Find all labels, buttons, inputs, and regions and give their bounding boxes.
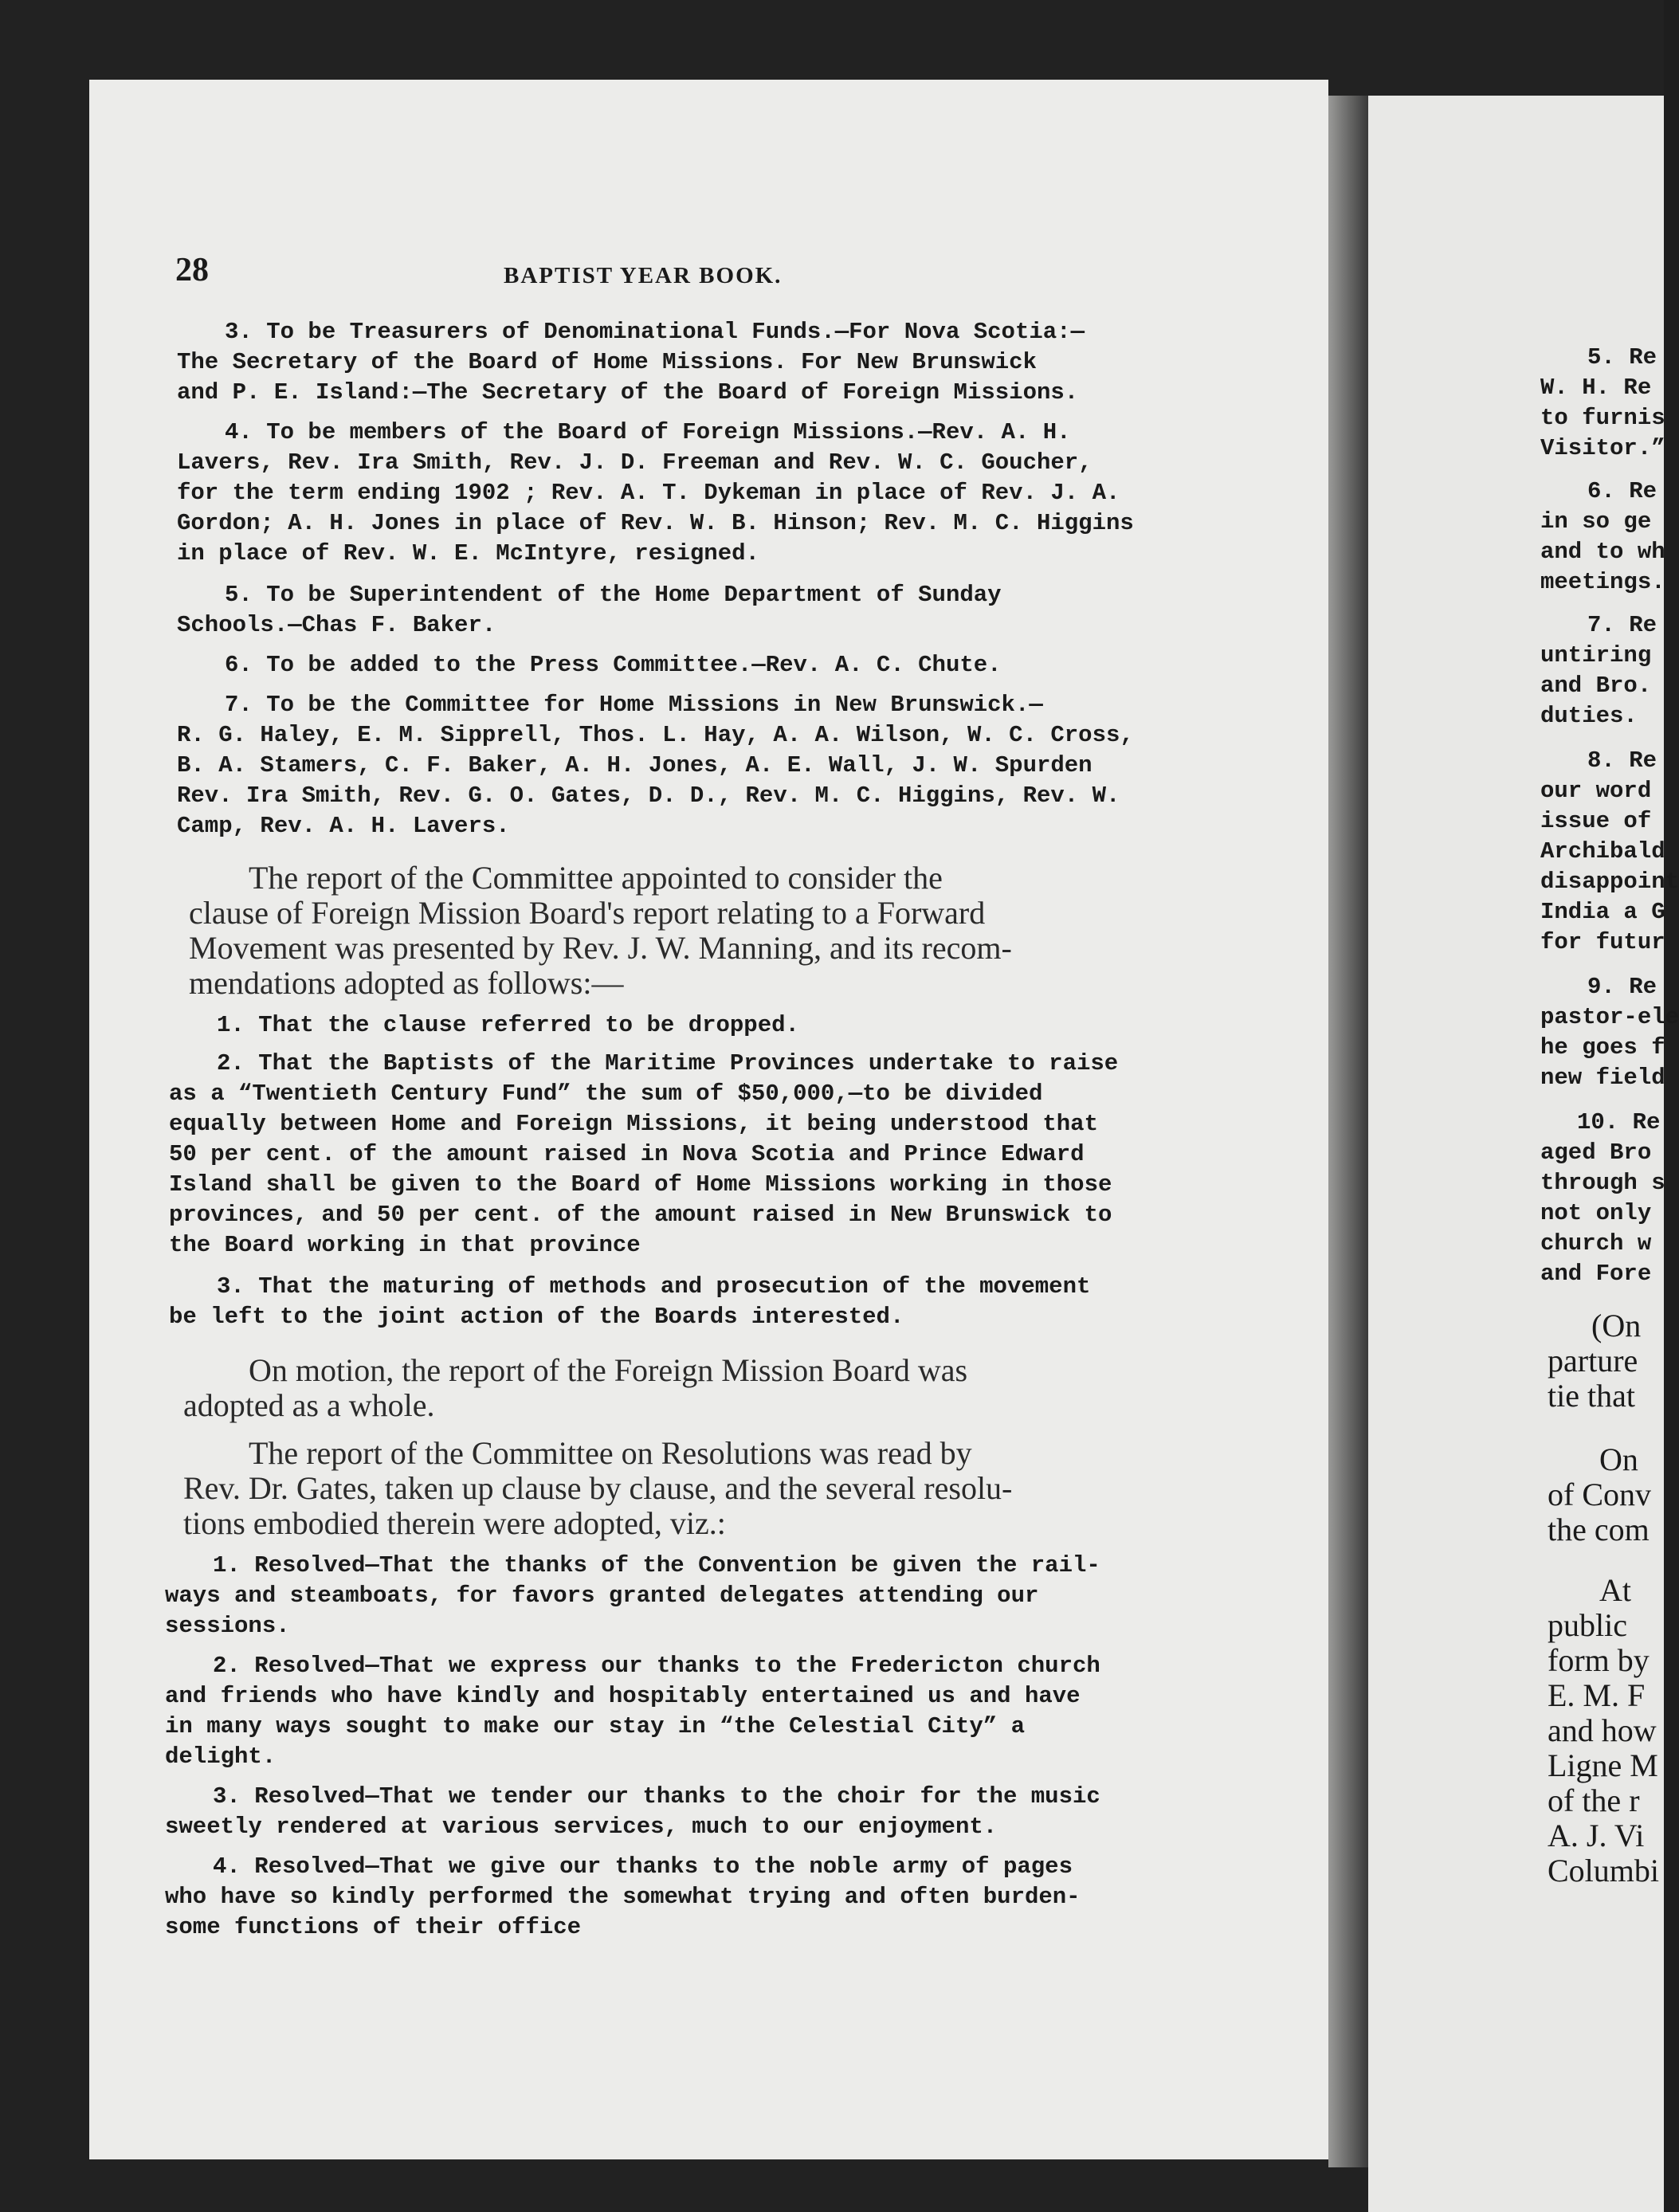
text-line: 2. Resolved—That we express our thanks to the Fredericton church <box>213 1653 1100 1679</box>
text-line: On motion, the report of the Foreign Mission Board was <box>249 1352 968 1388</box>
text-line: through s <box>1540 1170 1665 1196</box>
text-line: untiring <box>1540 642 1652 669</box>
text-line: new field <box>1540 1065 1665 1091</box>
text-line: he goes f <box>1540 1034 1665 1061</box>
text-line: Island shall be given to the Board of Home Missions working in those <box>169 1171 1112 1198</box>
text-line: 5. Re <box>1587 344 1657 371</box>
text-line: and P. E. Island:—The Secretary of the Board of Foreign Missions. <box>177 379 1079 406</box>
text-line: 1. That the clause referred to be dropped. <box>217 1012 799 1038</box>
text-line: form by <box>1548 1642 1650 1678</box>
text-line: The report of the Committee on Resolutions was read by <box>249 1435 972 1471</box>
text-line: ways and steamboats, for favors granted delegates attending our <box>165 1583 1039 1609</box>
text-line: 3. To be Treasurers of Denominational Funds.—For Nova Scotia:— <box>225 319 1085 345</box>
text-line: Rev. Ira Smith, Rev. G. O. Gates, D. D., Rev. M. C. Higgins, Rev. W. <box>177 782 1120 809</box>
text-line: delight. <box>165 1743 277 1770</box>
text-line: be left to the joint action of the Boards interested. <box>169 1304 904 1330</box>
text-line: The report of the Committee appointed to consider the <box>249 860 943 896</box>
text-line: meetings. <box>1540 569 1665 595</box>
text-line: and to wh <box>1540 539 1665 565</box>
text-line: India a G <box>1540 899 1665 925</box>
text-line: and Fore <box>1540 1261 1652 1287</box>
text-line: sessions. <box>165 1613 290 1639</box>
book-gutter <box>1328 96 1368 2167</box>
text-line: On <box>1599 1441 1638 1477</box>
text-line: Lavers, Rev. Ira Smith, Rev. J. D. Freeman and Rev. W. C. Goucher, <box>177 449 1093 476</box>
text-line: 1. Resolved—That the thanks of the Convention be given the rail- <box>213 1552 1100 1579</box>
text-line: Rev. Dr. Gates, taken up clause by clause, and the several resolu- <box>183 1470 1013 1506</box>
text-line: 5. To be Superintendent of the Home Department of Sunday <box>225 582 1002 608</box>
running-head: BAPTIST YEAR BOOK. <box>504 263 783 288</box>
text-line: Archibald <box>1540 838 1665 865</box>
text-line: issue of <box>1540 808 1652 834</box>
text-line: duties. <box>1540 703 1638 729</box>
text-line: The Secretary of the Board of Home Missions. For New Brunswick <box>177 349 1037 375</box>
text-line: 10. Re <box>1577 1109 1661 1135</box>
text-line: for the term ending 1902 ; Rev. A. T. Dykeman in place of Rev. J. A. <box>177 480 1120 506</box>
text-line: public <box>1548 1607 1627 1643</box>
text-line: 3. That the maturing of methods and prosecution of the movement <box>217 1273 1091 1300</box>
text-line: Camp, Rev. A. H. Lavers. <box>177 813 510 839</box>
text-line: to furnis <box>1540 405 1665 431</box>
text-line: and Bro. <box>1540 673 1652 699</box>
text-line: Ligne M <box>1548 1747 1658 1783</box>
text-line: in place of Rev. W. E. McIntyre, resigned. <box>177 540 759 567</box>
text-line: 3. Resolved—That we tender our thanks to the choir for the music <box>213 1783 1100 1810</box>
text-line: and how <box>1548 1712 1657 1748</box>
text-line: 50 per cent. of the amount raised in Nova Scotia and Prince Edward <box>169 1141 1085 1167</box>
text-line: clause of Foreign Mission Board's report relating to a Forward <box>189 895 986 931</box>
text-line: in so ge <box>1540 508 1652 535</box>
text-line: in many ways sought to make our stay in “the Celestial City” a <box>165 1713 1025 1739</box>
text-line: At <box>1599 1572 1631 1608</box>
text-line: A. J. Vi <box>1548 1818 1645 1853</box>
text-line: of the r <box>1548 1783 1640 1818</box>
text-line: of Conv <box>1548 1477 1651 1512</box>
text-line: church w <box>1540 1230 1652 1257</box>
text-line: some functions of their office <box>165 1914 582 1940</box>
text-line: Gordon; A. H. Jones in place of Rev. W. B. Hinson; Rev. M. C. Higgins <box>177 510 1134 536</box>
text-line: 6. To be added to the Press Committee.—Rev. A. C. Chute. <box>225 652 1002 678</box>
text-line: our word <box>1540 778 1652 804</box>
text-line: adopted as a whole. <box>183 1387 435 1423</box>
text-line: not only <box>1540 1200 1652 1226</box>
text-line: aged Bro <box>1540 1139 1652 1166</box>
text-line: tions embodied therein were adopted, viz.: <box>183 1505 726 1541</box>
text-line: 8. Re <box>1587 747 1657 774</box>
text-line: 4. To be members of the Board of Foreign Missions.—Rev. A. H. <box>225 419 1071 445</box>
text-line: Movement was presented by Rev. J. W. Manning, and its recom- <box>189 930 1012 966</box>
text-line: Visitor.” <box>1540 435 1665 461</box>
text-line: for futur <box>1540 929 1665 955</box>
text-line: Schools.—Chas F. Baker. <box>177 612 496 638</box>
text-line: R. G. Haley, E. M. Sipprell, Thos. L. Hay, A. A. Wilson, W. C. Cross, <box>177 722 1134 748</box>
text-line: who have so kindly performed the somewhat trying and often burden- <box>165 1884 1081 1910</box>
text-line: W. H. Re <box>1540 375 1652 401</box>
text-line: parture <box>1548 1343 1638 1379</box>
text-line: disappoint <box>1540 869 1679 895</box>
page-number: 28 <box>175 252 209 288</box>
text-line: (On <box>1591 1308 1642 1343</box>
text-line: equally between Home and Foreign Missions, it being understood that <box>169 1111 1098 1137</box>
text-line: tie that <box>1548 1378 1635 1414</box>
text-line: the Board working in that province <box>169 1232 641 1258</box>
text-line: 6. Re <box>1587 478 1657 504</box>
text-line: as a “Twentieth Century Fund” the sum of $50,000,—to be divided <box>169 1081 1043 1107</box>
text-line: 9. Re <box>1587 974 1657 1000</box>
right-page <box>1368 96 1679 2212</box>
text-line: sweetly rendered at various services, much to our enjoyment. <box>165 1814 998 1840</box>
left-page <box>89 80 1328 2159</box>
text-line: the com <box>1548 1512 1650 1547</box>
text-line: provinces, and 50 per cent. of the amount raised in New Brunswick to <box>169 1202 1112 1228</box>
text-line: 7. To be the Committee for Home Missions in New Brunswick.— <box>225 692 1043 718</box>
text-line: 4. Resolved—That we give our thanks to the noble army of pages <box>213 1853 1073 1880</box>
text-line: B. A. Stamers, C. F. Baker, A. H. Jones, A. E. Wall, J. W. Spurden <box>177 752 1093 779</box>
text-line: pastor-ele <box>1540 1004 1679 1030</box>
text-line: 7. Re <box>1587 612 1657 638</box>
text-line: and friends who have kindly and hospitably entertained us and have <box>165 1683 1081 1709</box>
text-line: Columbi <box>1548 1853 1660 1888</box>
text-line: E. M. F <box>1548 1677 1646 1713</box>
text-line: mendations adopted as follows:— <box>189 965 624 1001</box>
text-line: 2. That the Baptists of the Maritime Provinces undertake to raise <box>217 1050 1119 1077</box>
